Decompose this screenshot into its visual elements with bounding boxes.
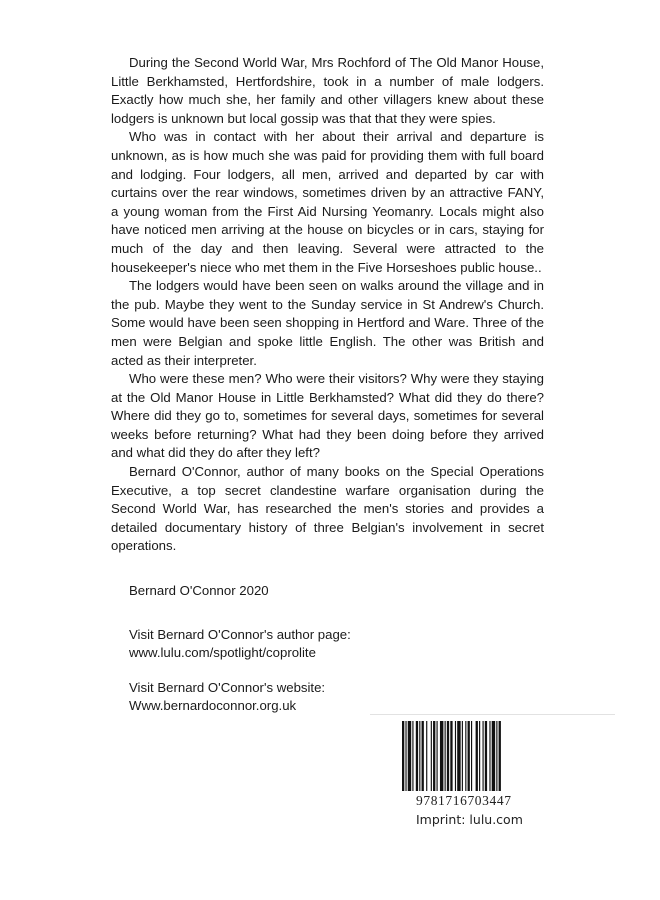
barcode-icon: [400, 721, 520, 791]
barcode-panel: [370, 714, 615, 835]
blurb-text: [111, 54, 544, 556]
paragraph: The lodgers would have been seen on walks around the village and in the pub. Maybe they went to the Sunday service in St Andrew's Church. Some would have been seen shopping in Hertford and Ware. Three of the men were Belgian and spoke little English. The other was British and acted as their interpreter.: [111, 278, 544, 368]
paragraph: Who was in contact with her about their arrival and departure is unknown, as is how much she was paid for providing them with full board and lodging. Four lodgers, all men, arrived and departed by car with curtains over the rear windows, sometimes driven by an attractive FANY, a young woman from the First Aid Nursing Yeomanry. Locals might also have noticed men arriving at the house on bicycles or in cars, staying for much of the day and then leaving. Several were attracted to the housekeeper's niece who met them in the Five Horseshoes public house..: [111, 129, 544, 275]
author-page-url: www.lulu.com/spotlight/coprolite: [129, 645, 316, 660]
author-page-label: Visit Bernard O'Connor's author page:: [129, 627, 351, 642]
isbn-number: 9781716703447: [416, 793, 512, 808]
website-label: Visit Bernard O'Connor's website:: [129, 680, 326, 695]
paragraph: Bernard O'Connor, author of many books on the Special Operations Executive, a top secret clandestine warfare organisation during the Second World War, has researched the men's stories and provides a detailed documentary history of three Belgian's involvement in secret operations.: [111, 464, 544, 554]
paragraph: During the Second World War, Mrs Rochford of The Old Manor House, Little Berkhamsted, Hertfordshire, took in a number of male lodgers. Exactly how much she, her family and other villagers knew about these lodgers is unknown but local gossip was that that they were spies.: [111, 55, 544, 126]
website-url: Www.bernardoconnor.org.uk: [129, 698, 297, 713]
paragraph: Who were these men? Who were their visitors? Why were they staying at the Old Manor House in Little Berkhamsted? What did they do there? Where did they go to, sometimes for several days, sometimes for several weeks before returning? What had they been doing before they arrived and what did they do after they left?: [111, 371, 544, 461]
imprint-text: Imprint: lulu.com: [416, 812, 523, 827]
signature: Bernard O'Connor 2020: [129, 583, 269, 598]
